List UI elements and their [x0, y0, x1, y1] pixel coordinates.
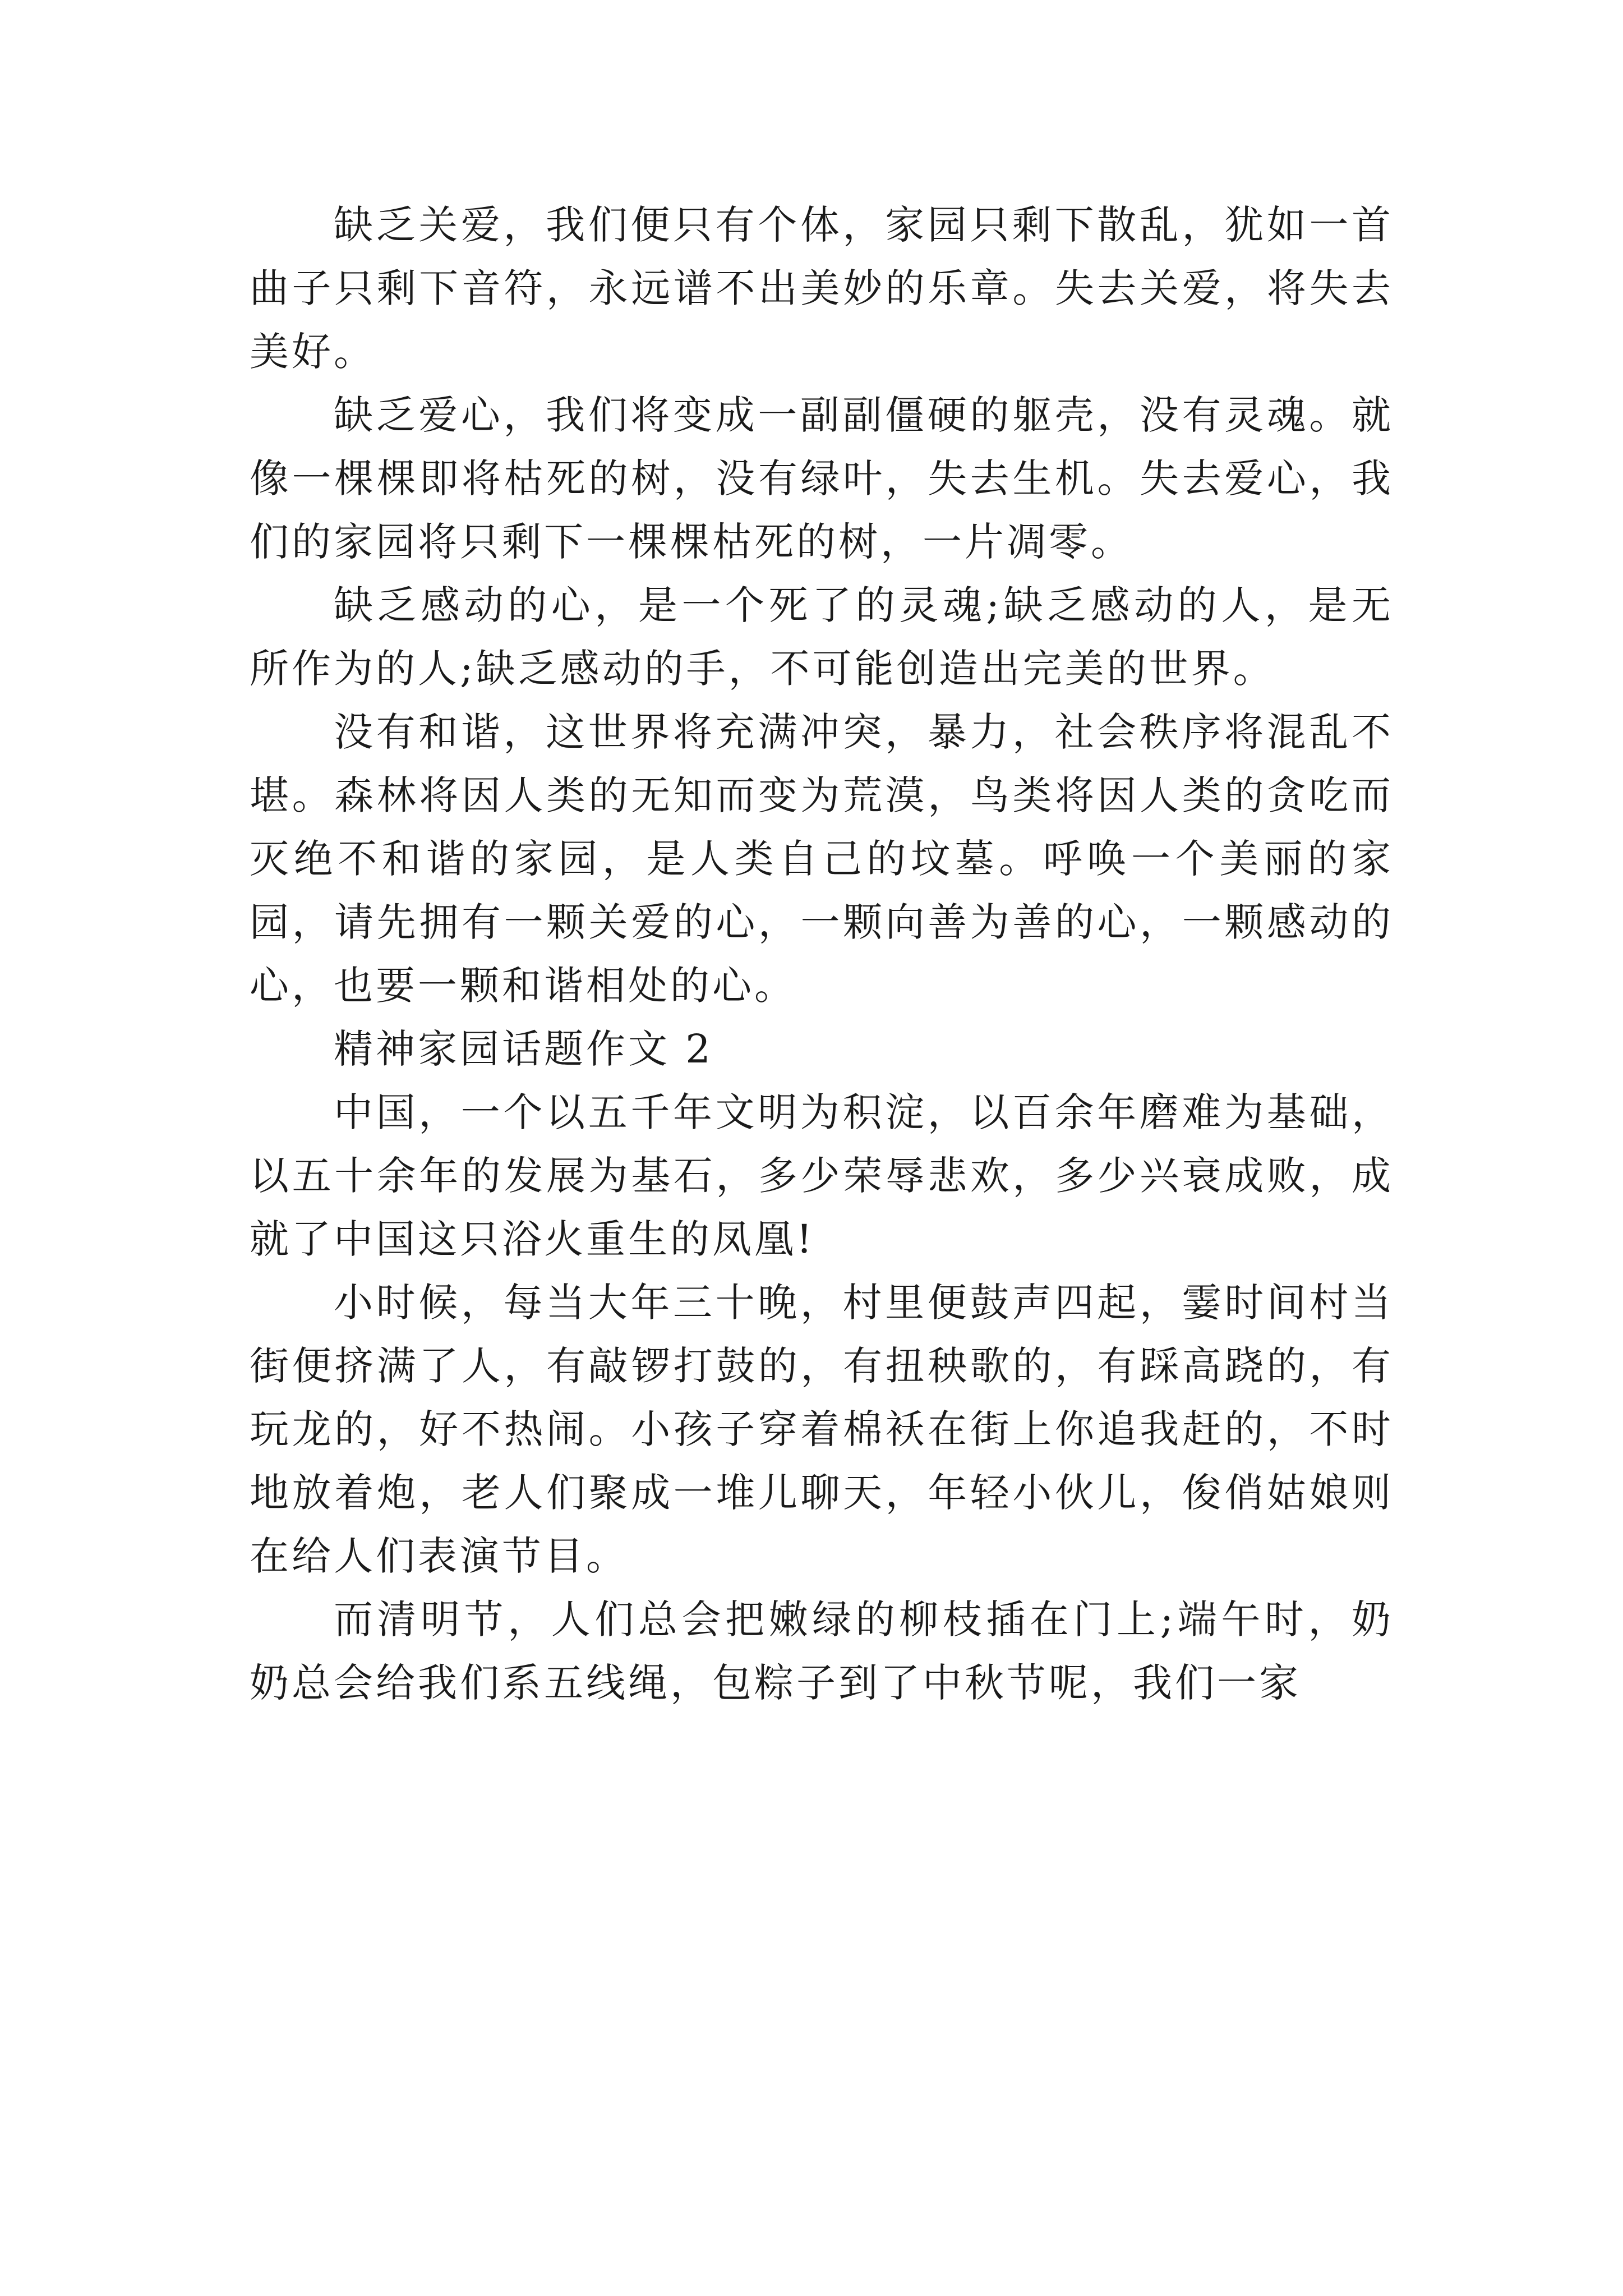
section-heading: 精神家园话题作文 2 — [334, 1026, 713, 1072]
paragraph: 而清明节，人们总会把嫩绿的柳枝插在门上;端午时，奶奶总会给我们系五线绳，包粽子到了中秋节呢，我们一家 — [250, 1596, 1394, 1706]
paragraph: 没有和谐，这世界将充满冲突，暴力，社会秩序将混乱不堪。森林将因人类的无知而变为荒漠，鸟类将因人类的贪吃而灭绝不和谐的家园，是人类自己的坟墓。呼唤一个美丽的家园，请先拥有一颗关爱的心，一颗向善为善的心，一颗感动的心，也要一颗和谐相处的心。 — [250, 709, 1394, 1009]
paragraph: 小时候，每当大年三十晚，村里便鼓声四起，霎时间村当街便挤满了人，有敲锣打鼓的，有扭秧歌的，有踩高跷的，有玩龙的，好不热闹。小孩子穿着棉袄在街上你追我赶的，不时地放着炮，老人们聚成一堆儿聊天，年轻小伙儿，俊俏姑娘则在给人们表演节目。 — [250, 1280, 1394, 1579]
paragraph: 中国，一个以五千年文明为积淀，以百余年磨难为基础，以五十余年的发展为基石，多少荣辱悲欢，多少兴衰成败，成就了中国这只浴火重生的凤凰! — [250, 1089, 1394, 1262]
paragraph: 缺乏关爱，我们便只有个体，家园只剩下散乱，犹如一首曲子只剩下音符，永远谱不出美妙的乐章。失去关爱，将失去美好。 — [250, 202, 1394, 375]
paragraph: 缺乏爱心，我们将变成一副副僵硬的躯壳，没有灵魂。就像一棵棵即将枯死的树，没有绿叶，失去生机。失去爱心，我们的家园将只剩下一棵棵枯死的树，一片凋零。 — [250, 392, 1394, 565]
document-body — [250, 194, 1394, 1715]
paragraph: 缺乏感动的心，是一个死了的灵魂;缺乏感动的人，是无所作为的人;缺乏感动的手，不可能创造出完美的世界。 — [250, 582, 1394, 692]
